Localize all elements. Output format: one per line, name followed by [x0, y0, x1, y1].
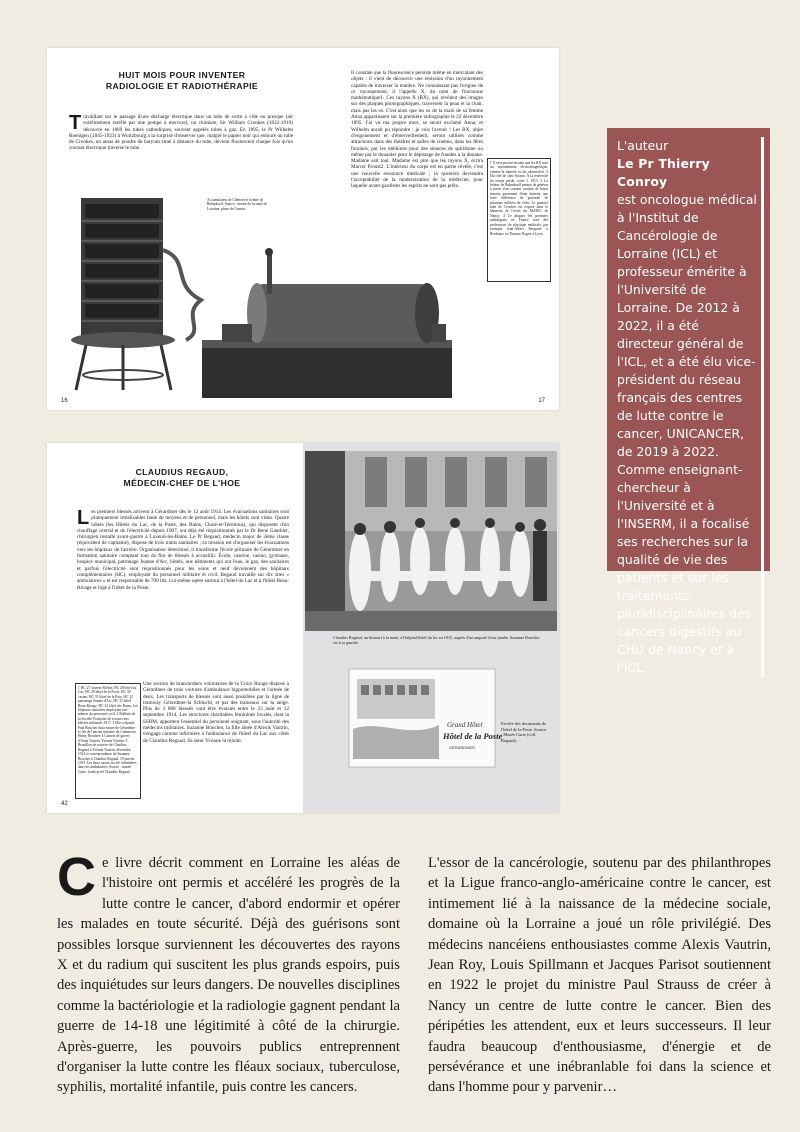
- spread-radiologie: [47, 48, 559, 410]
- title-line-2: RADIOLOGIE ET RADIOTHÉRAPIE: [105, 81, 259, 91]
- caption-accumulator: Accumulateur de Clément et bobine de Ruhmkorff. Source : musée de la santé de Lorraine, photo de l'auteur.: [207, 198, 268, 211]
- letterhead-text-3: GÉRARDMER: [449, 745, 476, 750]
- author-box: [607, 128, 770, 675]
- author-intro: L'auteur: [617, 138, 669, 153]
- drop-cap: T: [69, 112, 82, 134]
- hospital-photo: [305, 451, 557, 631]
- body-paragraph-top: [77, 509, 289, 591]
- title-line-2: MÉDECIN-CHEF DE L'HOE: [123, 478, 241, 488]
- page-17: [303, 48, 559, 410]
- page-43: [303, 443, 559, 813]
- footnote-box: 1 X sera prouvé ensuite que les RX sont un rayonnement électromagnétique, comme la lumière ou les ultraviolets. 2 Du côté de chez Swann. À la recherche du temps perdu, tome I, 1913. 3 La bobine de Ruhmkorff permet de générer à partir d'un courant continu de basse tension provenant d'une batterie une forte différence de potentiel de plusieurs milliers de volts. Le premier tube de Crookes est exposé dans le bâtiment de l'école du MATEC de Nancy. 4 Le plupart des premiers radiologues en France sont des professeurs de physique médicale, par exemple Jean-Albert Bergonié à Bordeaux ou Thomas Nogier à Lyon.: [487, 158, 551, 282]
- accumulator-illustration: [61, 190, 211, 395]
- title-line-1: HUIT MOIS POUR INVENTER: [118, 70, 246, 80]
- page-number: 42: [61, 801, 68, 807]
- letterhead-illustration: [349, 669, 503, 767]
- body-text-top: es premiers blessés arrivent à Gérardmer dès le 12 août 1914. Les évacuations sanitaires sont pratiquement irréalisables faute de moyens et de personnel, mais les hôtels sont vides. Quatre hôtels (les Hôtels du Lac, de la Poste, des Bains, Cholé-et-Terminus), qui disposent d'un chauffage central et de l'électricité depuis 1907, ont déjà été réquisitionnés par le Dr René Gauthier, chirurgien installé avant-guerre à Luxeuil-les-Bains. Le Pr Regaud, médecin major de 2ème classe (équivalent de capitaine), dispose de trois trains sanitaires ; sa mission est d'organiser les évacuations vers les hôpitaux de l'arrière. Organisateur déterminé, il transforme l'école primaire de Gérardmer en formation sanitaire comptant tout du flot de blessés à accueillir. École, caserne, casino, gymnase, hospice municipal, patronage Jeanne d'Arc, hôtels, une bâtiments qui ont l'eau, le gaz, des sanitaires et parfois l'électricité sont réquisitionnés pour les soins et neuf deviennent des hôpitaux complémentaires (HC), employant du personnel militaire et civil. Regaud travaille sur dix sites « ambulances » et est responsable de 700 lits. Lui-même opère surtout à l'hôtel du Lac et à l'hôtel Beau-Rivage et loge à l'hôtel de la Poste.: [77, 509, 289, 591]
- author-box-content: [617, 137, 764, 677]
- footnote-box: 1 HC 27 caserne Kléber, HC 28 hôtel du Lac, HC 29 hôtel de la Poste, HC 30 casino, HC 31 hôtel de la Paix, HC 32 patronage Jeanne d'Arc, HC 33 hôtel Beau-Rivage, HC 34 hôtel des Bains. Les hôpitaux sanitaires employant eux-mêmes du personnel civil. 2 Bulletin de la Société Française de secours aux blessés militaires 1917. 3 Elle a épousé Paul Boucher futur maire de Gérardmer et fils de l'ancien ministre du Commerce Henry Boucher. 4 Carnets de guerre d'Anne Vautrin. Yvonne Vautrin. 5 Brouillon de courrier de Claudius Regaud à Yvonne Vautrin, décembre 1914 et correspondance de Suzanne Boucher à Claudius Regaud, 19 janvier 1915. Les deux sœurs ont été infirmières dans les ambulances. Source : musée Curie, fonds privé Claudius Regaud.: [75, 683, 141, 799]
- description-right-text: L'essor de la cancérologie, soutenu par des philanthropes et la Ligue franco-anglo-américaine contre le cancer, est intimement lié à la naissance de la médecine sociale, domaine où la Lorraine a joué un rôle privilégié. Des médecins nancéiens enthousiastes comme Alexis Vautrin, Jean Roy, Louis Spillmann et Jacques Parisot soutiennent en 1922 le projet du ministre Paul Strauss de créer à Nancy un centre de lutte contre le cancer. Bien des péripéties les attendent, eux et leurs successeurs. Il leur faudra beaucoup d'enthousiasme, d'énergie et de persévérance et une inébranlable foi dans la science et dans l'homme pour y parvenir…: [428, 855, 771, 1096]
- body-column-top: [351, 70, 551, 236]
- author-bio: est oncologue médical à l'Institut de Cancérologie de Lorraine (ICL) et professeur émérite à l'Université de Lorraine. De 2012 à 2022, il a été directeur général de l'ICL, et a été élu vice-président du réseau français des centres de lutte contre le cancer, UNICANCER, de 2019 à 2022. Comme enseignant-chercheur à l'Université et à l'INSERM, il a focalisé ses recherches sur la qualité de vie des patients et sur les traitements pluridisciplinaires des cancers digestifs au CHU de Nancy et à l'ICL.: [617, 192, 757, 675]
- body-text: Il constate que la fluorescence persiste même en intercalant des objets : il vient de découvrir une émission d'un rayonnement capable de traverser la matière. Ne connaissant pas l'origine de ce rayonnement, il l'appelle X, du nom de l'inconnue mathématique1. Ces rayons X (RX), qui révèlent des images sur des plaques photographiques, traversent la peau et la chair, mais pas les os. C'est ainsi que les os de la main de sa femme Anna apparaissent sur la première radiographie le 22 décembre 1895. J'ai vu ma propre mort, se serait exclamé Anna, et Wilhelm aurait pu répondre : je vois l'avenir ! Les RX, objet d'engouement et d'émerveillement, seront utilisés comme attractions dans des théâtres et salles de cinéma, dans les fêtes foraines, par les médiums pour des séances de spiritisme ou même par le douanier pour le dépistage de fraudes à la douane. Madame sait tout. Madame est pire que les rayons X, écrira Marcel Proust2. L'intérieur du corps est en partie révélé, c'est une nouvelle ressource médicale ; la question deviendra l'acceptabilité de la modernisation de la médecine, pour laquelle avant-gardistes les esprits ne sont pas prêts.: [351, 70, 483, 190]
- letterhead-text-1: Grand Hôtel: [447, 721, 483, 729]
- section-title: [87, 467, 277, 489]
- letterhead-caption: En-tête des documents de l'hôtel de la Poste. Source : Musée Curie (coll. Regaud).: [501, 721, 547, 743]
- spread-regaud: [47, 443, 559, 813]
- description-left-text: e livre décrit comment en Lorraine les aléas de l'histoire ont permis et accéléré les progrès de la lutte contre le cancer, d'abord endormir et opérer les malades en toute sécurité. Déjà des guérisons sont possibles lorsque surviennent les découvertes des rayons X et du radium qui suscitent les plus grands espoirs, puis des inquiétudes sur leurs dangers. De nouvelles disciplines comme la bactériologie et la radiologie gagnent pendant la guerre de 14-18 une légitimité à côté de la chirurgie. Après-guerre, les pouvoirs publics entreprennent d'organiser la lutte contre les fléaux sociaux, tuberculose, syphilis, mortalité infantile, puis contre les cancers.: [57, 855, 400, 1096]
- intro-paragraph: [69, 114, 293, 152]
- letterhead-text-2: Hôtel de la Poste: [443, 731, 503, 741]
- intro-text: ravaillant sur le passage d'une décharge électrique dans un tube de verre à vide ou presque (air extrêmement raréfié par une pompe à mercure), un chimiste, Sir William Crookes (1832-1919) découvre en 1869 les tubes cathodiques, souvent appelés tubes à gaz. En 1895, le Pr Wilhelm Roentgen (1845-1923) à Wurtzbourg a la surprise d'observer que, malgré le papier noir qui entoure un tube de Crookes, un amas de poudre de baryum situé à distance du tube, devient fluorescent chaque fois qu'un courant électrique traverse le tube.: [69, 114, 293, 152]
- page-number: 16: [61, 398, 68, 404]
- description-right-column: [428, 853, 771, 1098]
- author-name: Le Pr Thierry Conroy: [617, 156, 710, 189]
- page-number: 17: [538, 398, 545, 404]
- body-text-right: Une section de brancardiers volontaires de la Croix Rouge dispose à Gérardmer de trois voitures d'ambulance hippomobiles et l'armée de deux. Les transports de blessés sont aussi possibles par la ligne de tramway Gérardmer-la Schlucht, et par des traîneaux sur la neige. Plus de 3 800 blessés vont être évacués entre le 23 août et 12 septembre 1914. Les structures charitables féminines locales, dont la SSBM, apportent l'essentiel du personnel soignant, sous l'autorité des médecins militaires. Suzanne Boucher, la fille aînée d'Alexis Vautrin, s'engage comme infirmière à l'ambulance de l'hôtel du Lac aux côtés de Claudius Regaud. Sa sœur Yvonne la rejoint.: [143, 681, 289, 744]
- drop-cap: C: [57, 847, 96, 907]
- description-left-column: [57, 847, 400, 1098]
- drop-cap: L: [77, 507, 90, 529]
- title-line-1: CLAUDIUS REGAUD,: [135, 467, 229, 477]
- page-42: [47, 443, 303, 813]
- section-title: [87, 70, 277, 92]
- photo-caption: Claudius Regaud, un bistouri à la main, à l'hôpital-hôtel du lac en 1915, auprès d'un amputé d'une jambe. Suzanne Boucher est à sa gauche.: [333, 635, 540, 645]
